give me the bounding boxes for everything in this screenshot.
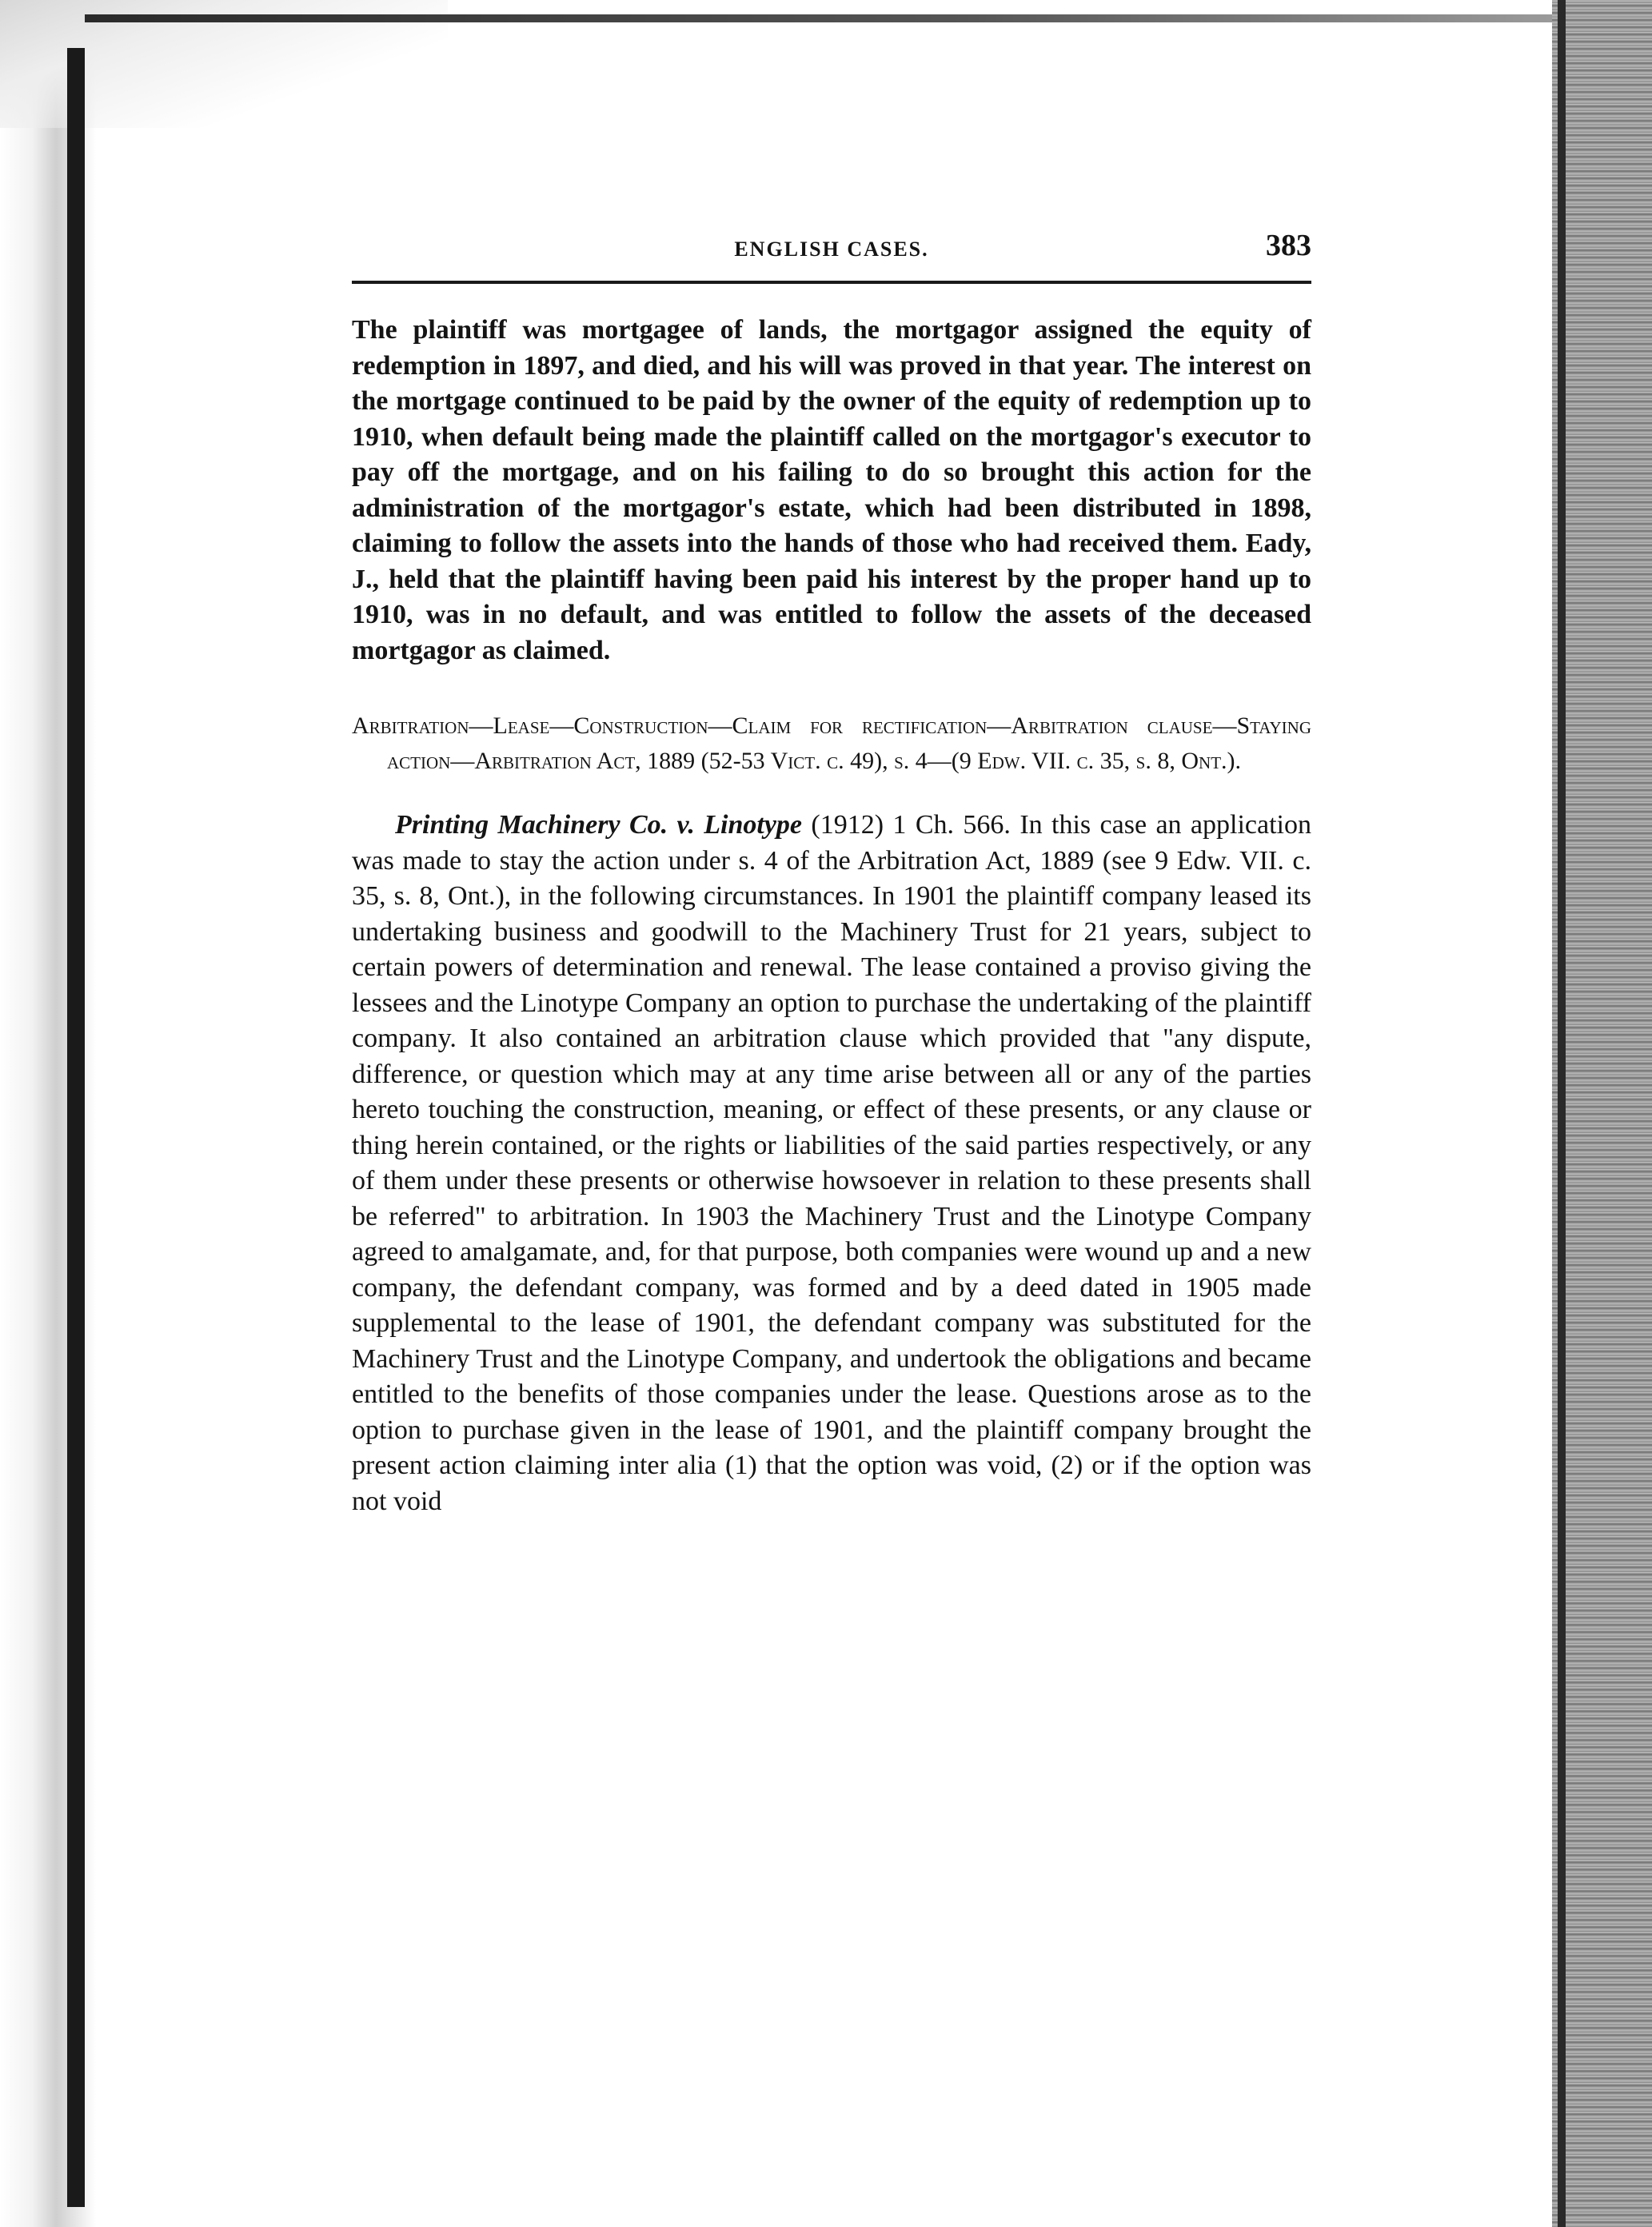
case-citation: (1912) 1 Ch. 566.	[802, 810, 1020, 840]
scan-right-edge	[1552, 0, 1652, 2227]
case-name: Printing Machinery Co. v. Linotype	[395, 810, 802, 840]
book-spine	[67, 48, 85, 2207]
scan-right-border	[1558, 0, 1566, 2227]
paragraph-mortgage-case: The plaintiff was mortgagee of lands, the mortgagor assigned the equity of redemption in 1897, and died, and his will was proved in that year. The interest on the mortgage continued to be paid by the owner of the equity of redemption up to 1910, when default being made the plaintiff called on the mortgagor's executor to pay off the mortgage, and on his failing to do so brought this action for the administration of the mortgagor's estate, which had been distributed in 1898, claiming to follow the assets into the hands of those who had received them. Eady, J., held that the plaintiff having been paid his interest by the proper hand up to 1910, was in no default, and was entitled to follow the assets of the deceased mortgagor as claimed.	[352, 315, 1311, 665]
scan-top-edge	[85, 14, 1552, 22]
headnote-text: Arbitration—Lease—Construction—Claim for rectification—Arbitration clause—Staying action—Arbitration Act, 1889 (52-53 Vict. c. 49), s. 4—(9 Edw. VII. c. 35, s. 8, Ont.).	[352, 712, 1311, 774]
page-number: 383	[1266, 229, 1311, 262]
running-head	[352, 228, 1311, 276]
header-rule	[352, 281, 1311, 284]
paragraph-printing-machinery-case	[352, 808, 1311, 1519]
case-body: In this case an application was made to stay the action under s. 4 of the Arbitration Act, 1889 (see 9 Edw. VII. c. 35, s. 8, Ont.), in the following circumstances. In 1901 the plaintiff company leased its undertaking business and goodwill to the Machinery Trust for 21 years, subject to certain powers of determination and renewal. The lease contained a proviso giving the lessees and the Linotype Company an option to purchase the undertaking of the plaintiff company. It also contained an arbitration clause which provided that "any dispute, difference, or question which may at any time arise between all or any of the parties hereto touching the construction, meaning, or effect of these presents, or any clause or thing herein contained, or the rights or liabilities of the said parties respectively, or any of them under these presents or otherwise howsoever in relation to these presents shall be referred" to arbitration. In 1903 the Machinery Trust and the Linotype Company agreed to amalgamate, and, for that purpose, both companies were wound up and a new company, the defendant company, was formed and by a deed dated in 1905 made supplemental to the lease of 1901, the defendant company was substituted for the Machinery Trust and the Linotype Company, and undertook the obligations and became entitled to the benefits of those companies under the lease. Questions arose as to the option to purchase given in the lease of 1901, and the plaintiff company brought the present action claiming inter alia (1) that the option was void, (2) or if the option was not void	[352, 810, 1311, 1516]
running-title: ENGLISH CASES.	[734, 237, 929, 261]
book-page	[352, 228, 1311, 1519]
headnote	[352, 708, 1311, 779]
